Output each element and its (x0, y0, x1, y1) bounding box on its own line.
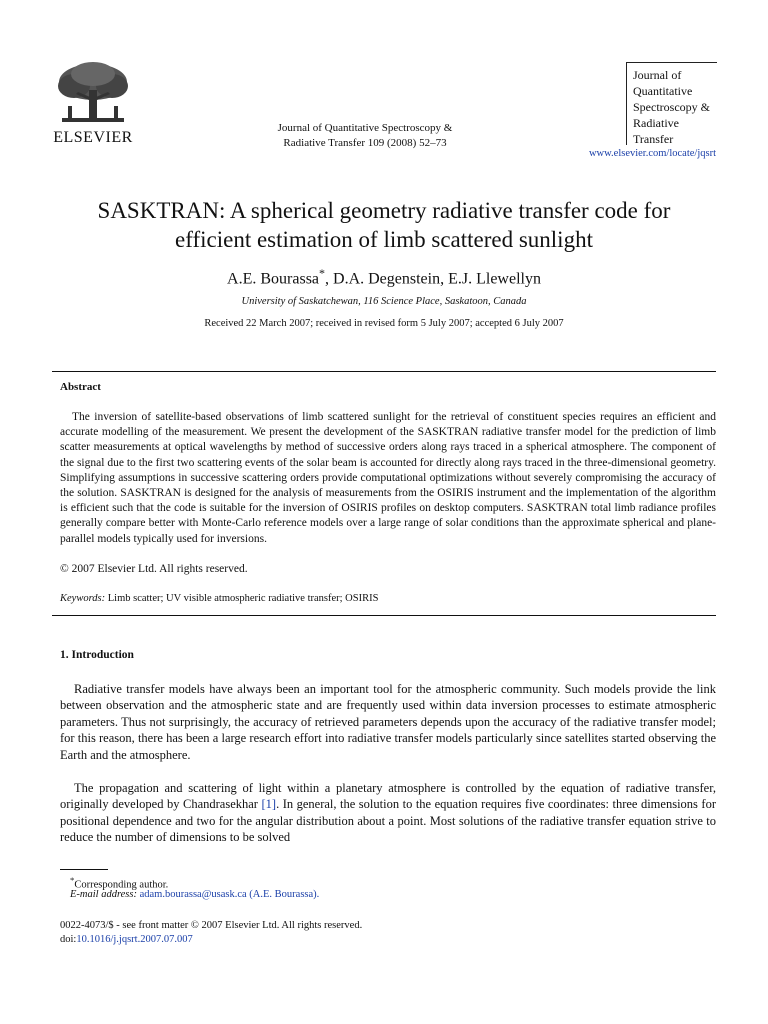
author-primary: A.E. Bourassa (227, 270, 320, 288)
cover-line: Radiative (633, 116, 679, 130)
email-note (70, 889, 319, 900)
keywords-label: Keywords: (60, 593, 106, 604)
abstract-copyright: © 2007 Elsevier Ltd. All rights reserved. (60, 563, 248, 575)
footnote-mark: * (70, 875, 75, 885)
publisher-name: ELSEVIER (53, 129, 133, 146)
email-link[interactable]: adam.bourassa@usask.ca (A.E. Bourassa). (139, 889, 320, 900)
elsevier-tree-logo (52, 60, 134, 128)
abstract-body: The inversion of satellite-based observations of limb scattered sunlight for the retrieval of constituent species requires an efficient and accurate modelling of the measurement. We present the development of the SASKTRAN radiative transfer model for the prediction of limb scatter measurements at optical wavelengths by method of successive orders along rays traced in a spherical atmosphere. The component of the signal due to the first two scattering events of the solar beam is accounted for directly along rays traced in the three-dimensional geometry. Simplifying assumptions in successive scattering orders provide computational optimizations without severely compromising the accuracy of the solution. SASKTRAN is designed for the analysis of measurements from the OSIRIS instrument and the implementation of the algorithm is efficient such that the code is suitable for the inversion of OSIRIS profiles on desktop computers. SASKTRAN total limb radiance profiles generally compare better with Monte-Carlo reference models over a large range of solar conditions than the approximate spherical and plane-parallel models typically used for inversions. (60, 411, 716, 545)
intro-paragraph-2-part-a: The propagation and scattering of light within a planetary atmosphere is controlled by the equation of radiative transfer, originally developed by Chandrasekhar (60, 781, 716, 812)
email-label: E-mail address: (70, 889, 137, 900)
citation-link[interactable]: [1] (261, 797, 277, 812)
abstract-heading: Abstract (60, 381, 101, 393)
journal-ref-line-1: Journal of Quantitative Spectroscopy & (277, 122, 453, 134)
paper-title (40, 196, 728, 254)
keywords-text: Limb scatter; UV visible atmospheric radiative transfer; OSIRIS (107, 593, 379, 604)
cover-line: Transfer (633, 132, 674, 146)
cover-line: Spectroscopy & (633, 100, 710, 114)
section-heading-introduction: 1. Introduction (60, 649, 134, 661)
paper-title-line-2: efficient estimation of limb scattered sunlight (175, 227, 593, 252)
journal-url-link[interactable]: www.elsevier.com/locate/jqsrt (588, 148, 716, 159)
intro-paragraph-2-part-b: . In general, the solution to the equation requires five coordinates: three dimensions for positional dependence and two for the angular distribution about a point. Most solutions of the radiative transfer equation strive to reduce the number of dimensions to be solved (60, 797, 716, 845)
doi-link[interactable]: 10.1016/j.jqsrt.2007.07.007 (76, 934, 193, 945)
front-matter: 0022-4073/$ - see front matter © 2007 Elsevier Ltd. All rights reserved. (60, 920, 363, 931)
abstract-top-rule (52, 371, 716, 372)
author-list (60, 266, 708, 288)
journal-ref-line-2: Radiative Transfer 109 (2008) 52–73 (283, 137, 447, 149)
corresponding-author-text: Corresponding author. (74, 879, 169, 891)
doi-label: doi: (60, 934, 77, 945)
paper-title-line-1: SASKTRAN: A spherical geometry radiative transfer code for (97, 198, 671, 223)
journal-cover-title (633, 67, 710, 147)
intro-paragraph-2 (60, 780, 716, 846)
cover-line: Quantitative (633, 84, 693, 98)
journal-reference (230, 121, 500, 151)
cover-line: Journal of (633, 68, 682, 82)
corresponding-author-mark[interactable]: * (319, 266, 326, 280)
doi-line (60, 934, 193, 945)
intro-paragraph-1: Radiative transfer models have always been an important tool for the atmospheric community. Such models provide the link between observation and the atmospheric state and are frequently used within data inversion processes to estimate atmospheric parameters. Thus not surprisingly, the accuracy of retrieved parameters depends upon the accuracy of the radiative transfer model; for this reason, there has been a large research effort into radiative transfer models particularly since satellites started observing the Earth and the atmosphere. (60, 682, 716, 762)
abstract-bottom-rule (52, 615, 716, 616)
footnote-rule (60, 869, 108, 870)
journal-cover-box (626, 62, 717, 145)
keywords (60, 593, 378, 604)
author-others: , D.A. Degenstein, E.J. Llewellyn (325, 270, 541, 288)
article-history: Received 22 March 2007; received in revised form 5 July 2007; accepted 6 July 2007 (204, 318, 564, 329)
affiliation: University of Saskatchewan, 116 Science Place, Saskatoon, Canada (241, 296, 527, 307)
